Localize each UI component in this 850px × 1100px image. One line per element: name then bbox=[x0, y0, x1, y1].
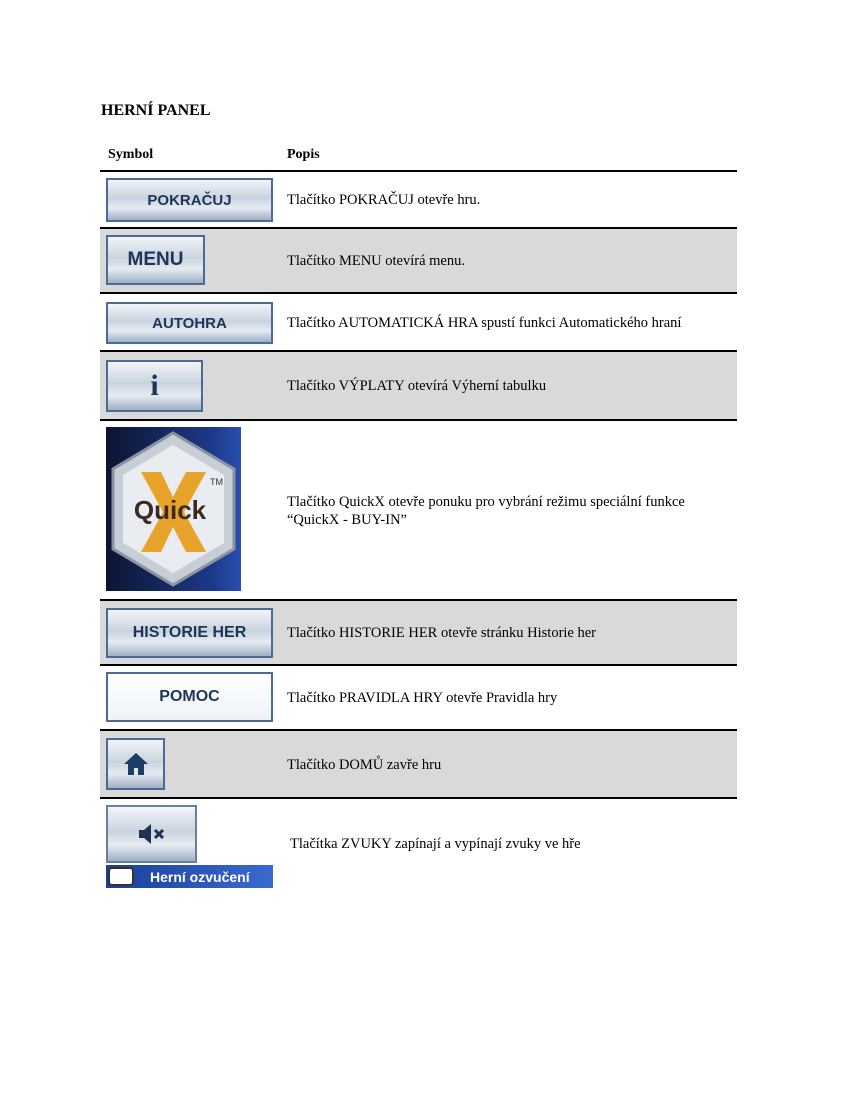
home-icon bbox=[123, 752, 149, 776]
section-title: HERNÍ PANEL bbox=[101, 102, 211, 119]
column-header-symbol: Symbol bbox=[108, 147, 154, 162]
help-button-image: POMOC bbox=[106, 672, 273, 722]
row-description: Tlačítko AUTOMATICKÁ HRA spustí funkci Automatického hraní bbox=[287, 314, 682, 331]
home-button-image bbox=[106, 738, 165, 790]
mute-icon bbox=[137, 823, 167, 845]
table-row bbox=[100, 599, 737, 665]
row-description: Tlačítko VÝPLATY otevírá Výherní tabulku bbox=[287, 378, 547, 394]
quickx-button-image bbox=[106, 427, 241, 591]
toggle-switch-icon bbox=[108, 867, 134, 886]
table-row bbox=[100, 350, 737, 420]
sound-button-image bbox=[106, 805, 197, 863]
row-description: Tlačítko HISTORIE HER otevře stránku Historie her bbox=[287, 625, 596, 641]
table-row bbox=[100, 729, 737, 798]
quickx-logo-icon bbox=[106, 427, 241, 591]
toggle-label: Herní ozvučení bbox=[150, 868, 250, 885]
table-row bbox=[100, 227, 737, 293]
table-row bbox=[100, 170, 737, 228]
table-row bbox=[100, 292, 737, 351]
row-description: Tlačítko DOMŮ zavře hru bbox=[287, 756, 442, 773]
table-row bbox=[100, 797, 737, 889]
history-button-image: HISTORIE HER bbox=[106, 608, 273, 658]
continue-button-image: POKRAČUJ bbox=[106, 178, 273, 222]
column-header-description: Popis bbox=[287, 147, 320, 162]
row-description: Tlačítko MENU otevírá menu. bbox=[287, 253, 465, 269]
info-button-image: i bbox=[106, 360, 203, 412]
table-row bbox=[100, 664, 737, 730]
row-description: Tlačítko QuickX otevře ponuku pro vybrání režimu speciální funkce “QuickX - BUY-IN” bbox=[287, 493, 685, 528]
svg-text:TM: TM bbox=[210, 477, 223, 487]
row-description: Tlačítko PRAVIDLA HRY otevře Pravidla hry bbox=[287, 690, 558, 706]
sound-toggle-image bbox=[106, 865, 273, 888]
table-row bbox=[100, 419, 737, 600]
row-description: Tlačítko POKRAČUJ otevře hru. bbox=[287, 192, 481, 208]
row-description: Tlačítka ZVUKY zapínají a vypínají zvuky ve hře bbox=[290, 836, 581, 852]
svg-text:Quick: Quick bbox=[133, 495, 207, 525]
menu-button-image: MENU bbox=[106, 235, 205, 285]
autoplay-button-image: AUTOHRA bbox=[106, 302, 273, 344]
